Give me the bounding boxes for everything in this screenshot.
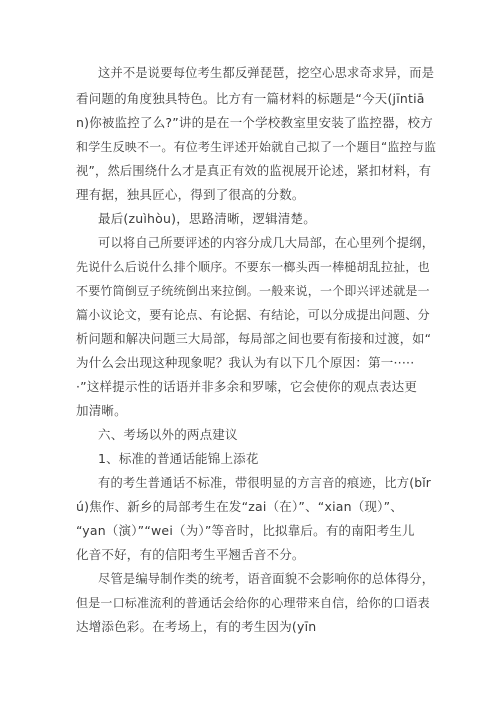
paragraph-line: 加清晰。 bbox=[76, 403, 127, 418]
paragraph-line: ú)焦作、新乡的局部考生在发“zai（在）”、“xian（现）”、 bbox=[76, 499, 403, 514]
paragraph-line: 视”，然后围绕什么才是真正有效的监视展开论述，紧扣材料，有 bbox=[76, 164, 432, 178]
paragraph-line: 和学生反映不一。有位考生评述开始就自己拟了一个题目“监控与监 bbox=[76, 140, 437, 154]
paragraph-line: 化音不好，有的信阳考生平翘舌音不分。 bbox=[76, 547, 305, 562]
paragraph-line: 看问题的角度独具特色。比方有一篇材料的标题是“今天(jīntiā bbox=[76, 91, 425, 106]
paragraph-line: 为什么会出现这种现象呢？我认为有以下几个原因：第一····· bbox=[76, 355, 415, 370]
paragraph-line: 可以将自己所要评述的内容分成几大局部，在心里列个提纲， bbox=[98, 236, 435, 250]
paragraph-line: 这并不是说要每位考生都反弹琵琶，挖空心思求奇求异，而是 bbox=[98, 66, 435, 80]
section-heading: 六、考场以外的两点建议 bbox=[98, 427, 238, 442]
paragraph-line: n)你被监控了么?”讲的是在一个学校教室里安装了监控器，校方 bbox=[76, 115, 433, 130]
paragraph-line: ·”这样提示性的话语并非多余和罗嗦，它会使你的观点表达更 bbox=[76, 379, 418, 394]
subsection-heading: 1、标准的普通话能锦上添花 bbox=[98, 451, 259, 466]
paragraph-line: 理有据，独具匠心，得到了很高的分数。 bbox=[76, 187, 305, 202]
paragraph-line: 达增添色彩。在考场上，有的考生因为(yīn bbox=[76, 619, 317, 634]
paragraph-line: 尽管是编导制作类的统考，语音面貌不会影响你的总体得分， bbox=[98, 572, 435, 586]
paragraph-line: 析问题和解决问题三大局部，每局部之间也要有衔接和过渡，如“ bbox=[76, 332, 432, 346]
paragraph-line: 不要竹筒倒豆子统统倒出来拉倒。一般来说，一个即兴评述就是一 bbox=[76, 284, 430, 298]
paragraph-line: 有的考生普通话不标准，带很明显的方言音的痕迹，比方(bǐr bbox=[98, 476, 432, 490]
paragraph-line: 但是一口标准流利的普通话会给你的心理带来自信，给你的口语表 bbox=[76, 596, 430, 610]
paragraph-line: 最后(zuìhòu)，思路清晰，逻辑清楚。 bbox=[98, 211, 316, 226]
paragraph-line: 先说什么后说什么排个顺序。不要东一榔头西一棒槌胡乱拉扯，也 bbox=[76, 260, 430, 274]
paragraph-line: 篇小议论文，要有论点、有论据、有结论，可以分成提出问题、分 bbox=[76, 308, 430, 322]
paragraph-line: “yan（演）”“wei（为）”等音时，比拟靠后。有的南阳考生儿 bbox=[76, 523, 415, 538]
